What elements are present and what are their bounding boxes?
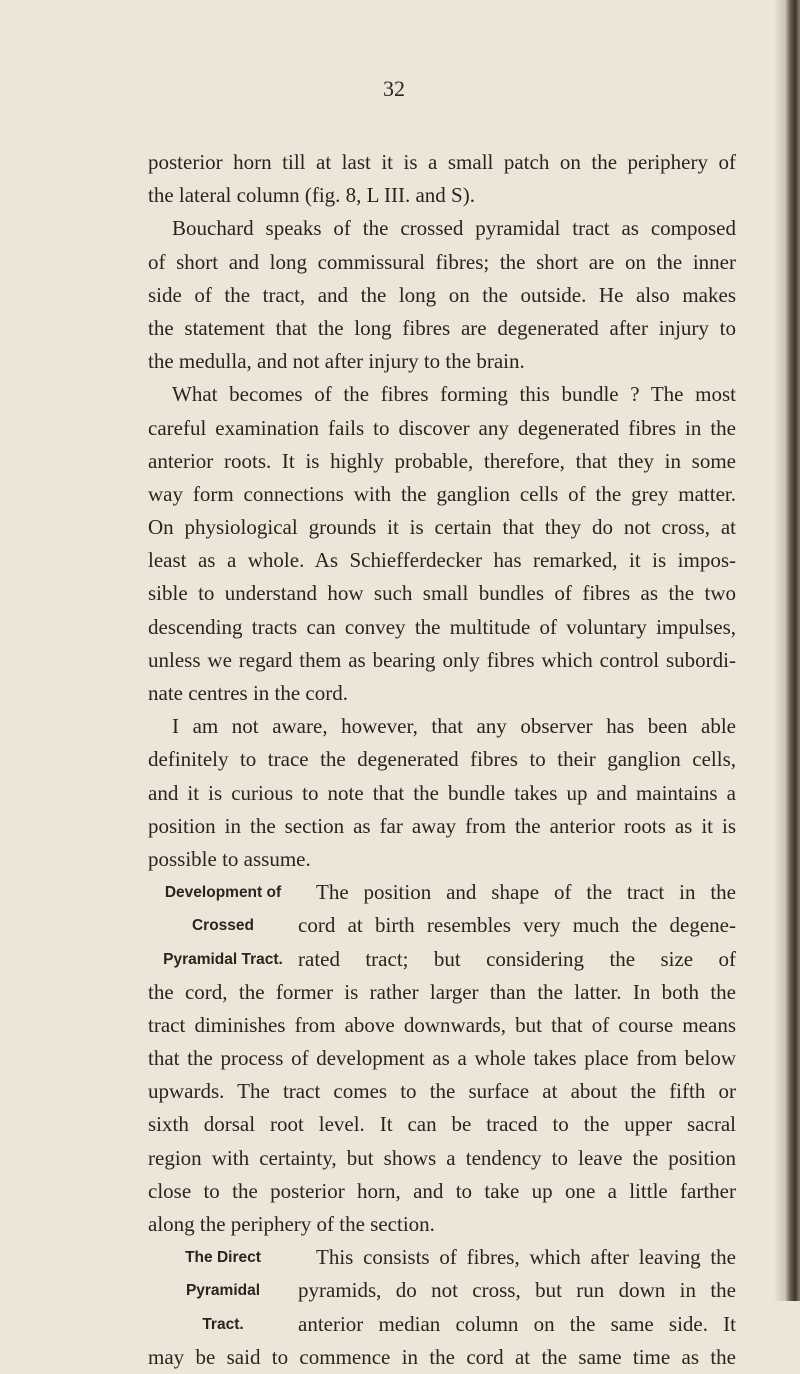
text-line: anterior median column on the same side. It (298, 1311, 736, 1336)
page-number: 32 (383, 76, 405, 101)
text-line: least as a whole. As Schiefferdecker has remarked, it is impos- (148, 548, 736, 573)
text-line: rated tract; but considering the size of (298, 946, 736, 971)
side-note-heading: Pyramidal (185, 1282, 261, 1300)
section-direct (148, 1241, 736, 1341)
text-line: region with certainty, but shows a tendency to leave the position (148, 1145, 736, 1170)
body-text (148, 146, 736, 1374)
text-line: careful examination fails to discover any degenerated fibres in the (148, 415, 736, 440)
page-edge (784, 0, 800, 1301)
text-line: upwards. The tract comes to the surface at about the fifth or (148, 1079, 736, 1104)
text-line: may be said to commence in the cord at the same time as the (148, 1344, 736, 1369)
text-line: unless we regard them as bearing only fibres which control subordi- (148, 647, 736, 672)
text-line: of short and long commissural fibres; the short are on the inner (148, 249, 736, 274)
section-development (148, 876, 736, 976)
text-line: Bouchard speaks of the crossed pyramidal tract as composed (172, 216, 736, 241)
text-line: along the periphery of the section. (148, 1212, 435, 1236)
text-line: sible to understand how such small bundles of fibres as the two (148, 581, 736, 606)
text-line: The position and shape of the tract in the (316, 880, 736, 905)
text-line: tract diminishes from above downwards, but that of course means (148, 1012, 736, 1037)
text-line: the statement that the long fibres are degenerated after injury to (148, 315, 736, 340)
text-line: descending tracts can convey the multitude of voluntary impulses, (148, 614, 736, 639)
side-note-heading: Pyramidal Tract. (163, 950, 283, 968)
side-note-heading: The Direct (185, 1249, 261, 1267)
text-line: the medulla, and not after injury to the brain. (148, 349, 525, 374)
text-line: What becomes of the fibres forming this bundle ? The most (172, 382, 736, 407)
side-note-heading: Development of (164, 884, 282, 902)
side-note-heading: Crossed (191, 917, 255, 935)
text-line: On physiological grounds it is certain that they do not cross, at (148, 515, 736, 540)
side-note-heading: Tract. (202, 1315, 244, 1333)
text-line: position in the section as far away from the anterior roots as it is (148, 813, 736, 838)
text-line: possible to assume. (148, 846, 311, 871)
text-line: This consists of fibres, which after leaving the (316, 1245, 736, 1270)
text-line: close to the posterior horn, and to take up one a little farther (148, 1178, 736, 1203)
text-line: and it is curious to note that the bundle takes up and maintains a (148, 780, 736, 805)
text-line: I am not aware, however, that any observer has been able (172, 714, 736, 739)
text-line: cord at birth resembles very much the degene- (298, 913, 736, 938)
text-line: pyramids, do not cross, but run down in the (298, 1278, 736, 1303)
text-line: sixth dorsal root level. It can be traced to the upper sacral (148, 1112, 736, 1137)
text-line: definitely to trace the degenerated fibres to their ganglion cells, (148, 747, 736, 772)
text-line: the cord, the former is rather larger than the latter. In both the (148, 979, 736, 1004)
text-line: nate centres in the cord. (148, 681, 348, 705)
text-line: posterior horn till at last it is a small patch on the periphery of (148, 150, 736, 174)
text-line: anterior roots. It is highly probable, therefore, that they in some (148, 448, 736, 473)
page-shadow (774, 0, 784, 1301)
text-line: the lateral column (fig. 8, L III. and S). (148, 183, 475, 208)
text-line: side of the tract, and the long on the outside. He also makes (148, 282, 736, 307)
text-line: way form connections with the ganglion cells of the grey matter. (148, 481, 736, 506)
text-line: that the process of development as a whole takes place from below (148, 1046, 736, 1071)
